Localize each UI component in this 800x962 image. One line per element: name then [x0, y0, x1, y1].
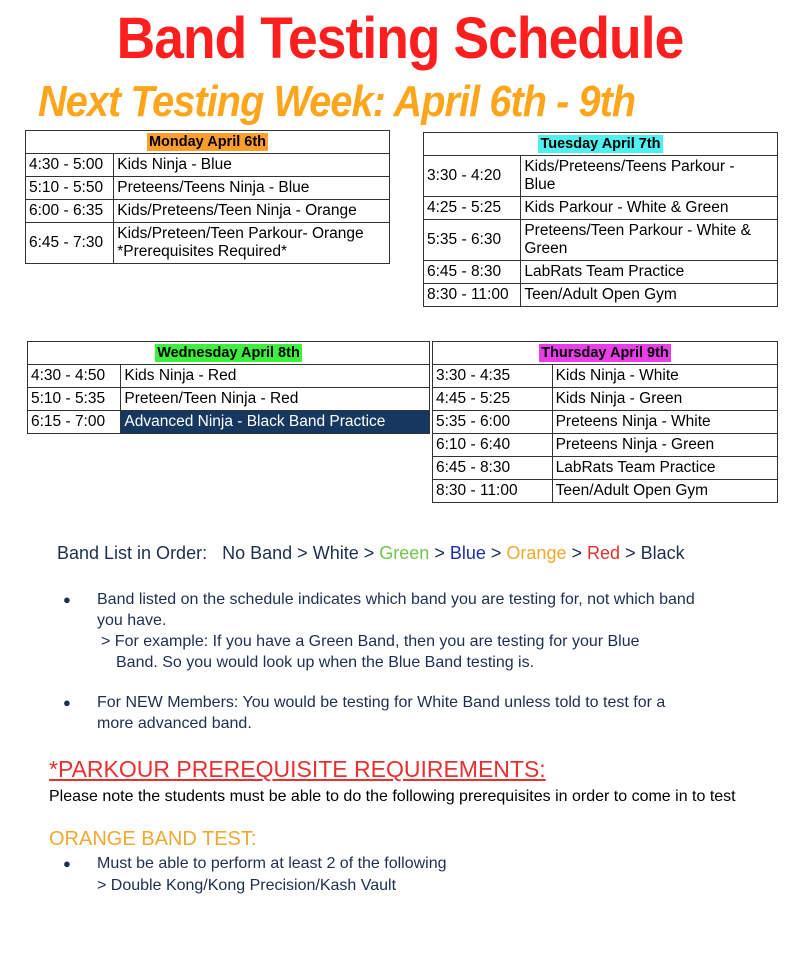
table-row: [424, 284, 778, 307]
class-cell: Kids Ninja - White: [552, 365, 777, 388]
band-blue: Blue: [449, 543, 486, 563]
table-row: [433, 388, 778, 411]
table-row: [424, 156, 778, 197]
time-cell: 6:45 - 8:30: [433, 457, 553, 480]
tuesday-header: [424, 133, 778, 156]
time-cell: 5:10 - 5:35: [28, 388, 121, 411]
class-cell: Preteens Ninja - White: [552, 411, 777, 434]
table-row: [26, 177, 390, 200]
time-cell: 6:45 - 8:30: [424, 261, 521, 284]
time-cell: 6:10 - 6:40: [433, 434, 553, 457]
band-red: Red: [587, 543, 621, 563]
bullet-dot-2: ●: [63, 695, 71, 710]
example-line: > For example: If you have a Green Band, then you are testing for your Blue: [101, 633, 640, 650]
wednesday-header: [28, 342, 430, 365]
bullet-dot-1: ●: [63, 592, 71, 607]
band-list-label: Band List in Order:: [57, 543, 208, 563]
table-row: [28, 388, 430, 411]
wednesday-header-label: Wednesday April 8th: [157, 345, 300, 361]
example-note: [101, 631, 771, 673]
class-cell: Kids Ninja - Green: [552, 388, 777, 411]
tuesday-table: [423, 132, 778, 307]
bullet-line: more advanced band.: [97, 715, 252, 732]
example-line: Band. So you would look up when the Blue Band testing is.: [116, 654, 535, 671]
thursday-header: [433, 342, 778, 365]
table-row: [424, 220, 778, 261]
page-title: Band Testing Schedule: [116, 6, 684, 71]
table-row: [433, 411, 778, 434]
page-subtitle: Next Testing Week: April 6th - 9th: [38, 77, 636, 126]
time-cell: 5:10 - 5:50: [26, 177, 114, 200]
table-row: [433, 457, 778, 480]
class-line: Green: [524, 240, 568, 257]
table-row: [433, 480, 778, 503]
bullet-dot-3: ●: [63, 856, 71, 871]
wednesday-table: [27, 341, 430, 434]
requirement-line: Must be able to perform at least 2 of the following: [97, 855, 447, 872]
bullet-line: Band listed on the schedule indicates which band you are testing for, not which band: [97, 591, 695, 608]
band-list: [57, 543, 685, 564]
monday-table: [25, 130, 390, 264]
band-orange: Orange: [506, 543, 567, 563]
requirement-line: > Double Kong/Kong Precision/Kash Vault: [97, 877, 397, 894]
band-separator: >: [490, 543, 502, 563]
prerequisite-heading: *PARKOUR PREREQUISITE REQUIREMENTS:: [49, 756, 546, 782]
class-cell: Preteens Ninja - Green: [552, 434, 777, 457]
time-cell: 5:35 - 6:30: [424, 220, 521, 261]
time-cell: 5:35 - 6:00: [433, 411, 553, 434]
monday-header: [26, 131, 390, 154]
table-row: [424, 197, 778, 220]
class-line: Preteens/Teen Parkour - White &: [524, 222, 751, 239]
time-cell: 4:45 - 5:25: [433, 388, 553, 411]
class-cell: Kids/Preteens/Teen Ninja - Orange: [114, 200, 390, 223]
class-line: Kids/Preteens/Teens Parkour -: [524, 158, 735, 175]
black-band-class-cell: Advanced Ninja - Black Band Practice: [121, 411, 430, 434]
prerequisite-note: *Prerequisites Required*: [117, 243, 287, 260]
time-cell: 6:15 - 7:00: [28, 411, 121, 434]
band-separator: >: [363, 543, 375, 563]
table-row: [433, 434, 778, 457]
table-row: [26, 200, 390, 223]
orange-requirements: [97, 853, 777, 896]
thursday-header-label: Thursday April 9th: [541, 345, 669, 361]
table-row: [26, 154, 390, 177]
prerequisite-note-text: Please note the students must be able to do the following prerequisites in order to come in to test: [49, 788, 736, 805]
time-cell: 3:30 - 4:20: [424, 156, 521, 197]
class-cell: [521, 156, 778, 197]
time-cell: 4:30 - 4:50: [28, 365, 121, 388]
class-cell: Kids Parkour - White & Green: [521, 197, 778, 220]
bullet-band-meaning: [97, 589, 777, 631]
table-row: [26, 223, 390, 264]
band-green: Green: [379, 543, 430, 563]
time-cell: 8:30 - 11:00: [433, 480, 553, 503]
bullet-new-members: [97, 692, 777, 734]
class-cell: Kids Ninja - Blue: [114, 154, 390, 177]
class-cell: LabRats Team Practice: [521, 261, 778, 284]
band-separator: >: [625, 543, 636, 563]
orange-band-heading: ORANGE BAND TEST:: [49, 828, 257, 850]
band-separator: >: [571, 543, 582, 563]
monday-header-label: Monday April 6th: [148, 134, 267, 150]
time-cell: 8:30 - 11:00: [424, 284, 521, 307]
tuesday-header-label: Tuesday April 7th: [540, 136, 661, 152]
time-cell: 4:30 - 5:00: [26, 154, 114, 177]
class-cell: LabRats Team Practice: [552, 457, 777, 480]
thursday-table: [432, 341, 778, 503]
class-cell: [114, 223, 390, 264]
class-cell: Teen/Adult Open Gym: [521, 284, 778, 307]
table-row: [424, 261, 778, 284]
class-line: Blue: [524, 176, 556, 193]
table-row: [28, 411, 430, 434]
class-line: Kids/Preteen/Teen Parkour- Orange: [117, 225, 364, 242]
class-cell: [521, 220, 778, 261]
time-cell: 4:25 - 5:25: [424, 197, 521, 220]
table-row: [28, 365, 430, 388]
band-black: Black: [640, 543, 685, 563]
time-cell: 6:45 - 7:30: [26, 223, 114, 264]
bullet-line: For NEW Members: You would be testing for White Band unless told to test for a: [97, 694, 666, 711]
band-separator: >: [297, 543, 308, 563]
time-cell: 3:30 - 4:35: [433, 365, 553, 388]
bullet-line: you have.: [97, 612, 167, 629]
class-cell: Preteen/Teen Ninja - Red: [121, 388, 430, 411]
time-cell: 6:00 - 6:35: [26, 200, 114, 223]
band-white: White: [312, 543, 359, 563]
table-row: [433, 365, 778, 388]
band-no-band: No Band: [222, 543, 293, 563]
class-cell: Kids Ninja - Red: [121, 365, 430, 388]
band-separator: >: [434, 543, 445, 563]
class-cell: Teen/Adult Open Gym: [552, 480, 777, 503]
class-cell: Preteens/Teens Ninja - Blue: [114, 177, 390, 200]
